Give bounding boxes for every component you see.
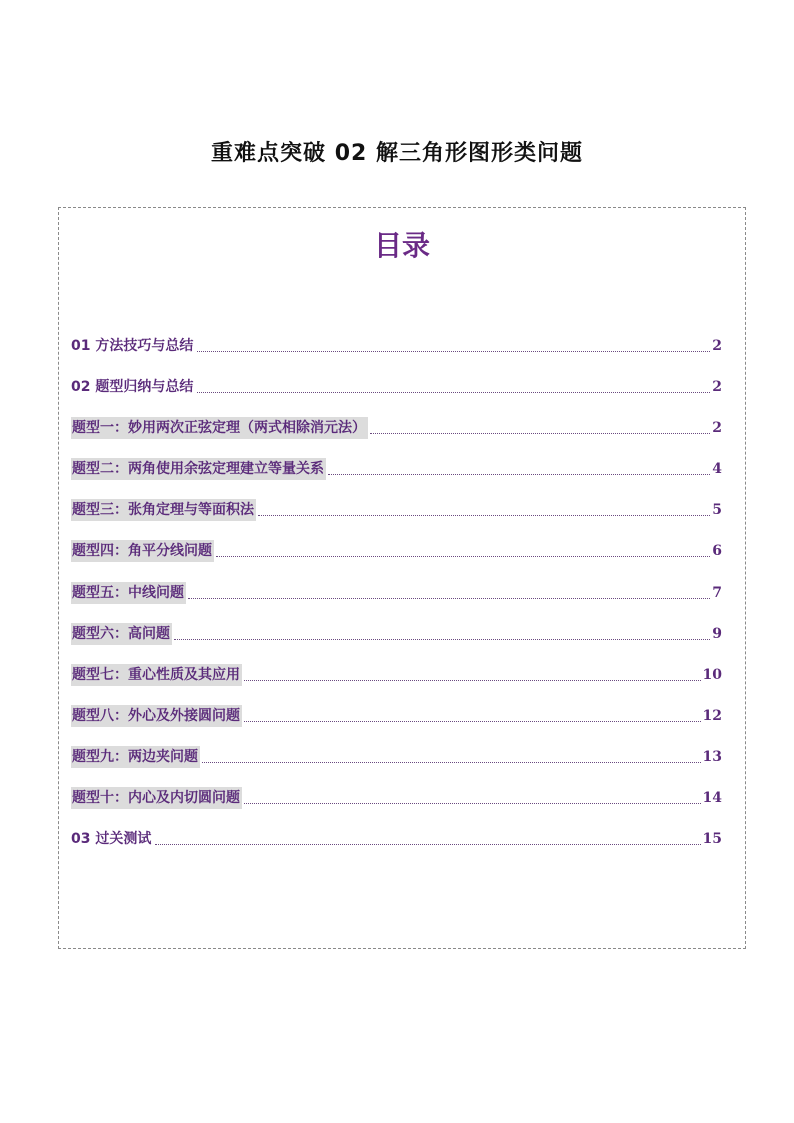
toc-heading: 目录 <box>373 229 430 262</box>
toc-entry-page-number[interactable]: 2 <box>712 379 722 396</box>
table-of-contents <box>58 207 746 949</box>
toc-entry-label[interactable]: 02 题型归纳与总结 <box>71 379 194 396</box>
toc-entry-label[interactable]: 题型九：两边夹问题 <box>71 746 200 768</box>
toc-entry[interactable] <box>71 458 722 499</box>
toc-dot-leader <box>258 499 710 516</box>
toc-dot-leader <box>188 582 710 599</box>
toc-list <box>71 335 722 869</box>
toc-entry[interactable] <box>71 746 722 787</box>
toc-entry[interactable] <box>71 582 722 623</box>
toc-entry-page-number[interactable]: 13 <box>702 748 722 765</box>
toc-entry[interactable] <box>71 335 722 376</box>
toc-entry-label[interactable]: 题型十：内心及内切圆问题 <box>71 787 242 809</box>
toc-entry[interactable] <box>71 828 722 869</box>
toc-dot-leader <box>244 787 701 804</box>
document-title: 重难点突破 02 解三角形图形类问题 <box>211 141 583 166</box>
toc-entry-page-number[interactable]: 6 <box>712 543 722 560</box>
toc-entry[interactable] <box>71 540 722 581</box>
toc-entry[interactable] <box>71 499 722 540</box>
toc-entry-page-number[interactable]: 9 <box>712 625 722 642</box>
toc-dot-leader <box>244 664 701 681</box>
toc-entry-page-number[interactable]: 14 <box>702 790 722 807</box>
toc-entry[interactable] <box>71 623 722 664</box>
toc-dot-leader <box>197 335 710 352</box>
toc-dot-leader <box>202 746 701 763</box>
toc-entry-page-number[interactable]: 2 <box>712 338 722 354</box>
toc-entry[interactable] <box>71 417 722 458</box>
toc-dot-leader <box>155 828 700 845</box>
toc-entry-page-number[interactable]: 12 <box>702 707 722 724</box>
toc-dot-leader <box>328 458 710 475</box>
toc-entry-label[interactable]: 题型一：妙用两次正弦定理（两式相除消元法） <box>71 417 368 439</box>
toc-entry-page-number[interactable]: 7 <box>712 584 722 601</box>
toc-entry-page-number[interactable]: 10 <box>702 666 722 683</box>
toc-entry-label[interactable]: 题型八：外心及外接圆问题 <box>71 705 242 727</box>
toc-entry-label[interactable]: 01 方法技巧与总结 <box>71 338 194 354</box>
toc-entry-label[interactable]: 题型四：角平分线问题 <box>71 540 214 562</box>
toc-dot-leader <box>370 417 710 434</box>
toc-entry-label[interactable]: 题型七：重心性质及其应用 <box>71 664 242 686</box>
toc-entry-label[interactable]: 03 过关测试 <box>71 831 152 848</box>
toc-entry[interactable] <box>71 705 722 746</box>
toc-entry-label[interactable]: 题型二：两角使用余弦定理建立等量关系 <box>71 458 326 480</box>
toc-dot-leader <box>174 623 710 640</box>
toc-entry[interactable] <box>71 376 722 417</box>
toc-dot-leader <box>197 376 710 393</box>
toc-entry-page-number[interactable]: 15 <box>702 831 722 848</box>
toc-entry-label[interactable]: 题型三：张角定理与等面积法 <box>71 499 256 521</box>
toc-entry-page-number[interactable]: 5 <box>712 502 722 519</box>
toc-entry[interactable] <box>71 787 722 828</box>
toc-entry-label[interactable]: 题型六：高问题 <box>71 623 172 645</box>
toc-entry-page-number[interactable]: 2 <box>712 420 722 437</box>
toc-entry-label[interactable]: 题型五：中线问题 <box>71 582 186 604</box>
toc-dot-leader <box>244 705 701 722</box>
toc-entry-page-number[interactable]: 4 <box>712 461 722 478</box>
toc-entry[interactable] <box>71 664 722 705</box>
toc-dot-leader <box>216 540 710 557</box>
